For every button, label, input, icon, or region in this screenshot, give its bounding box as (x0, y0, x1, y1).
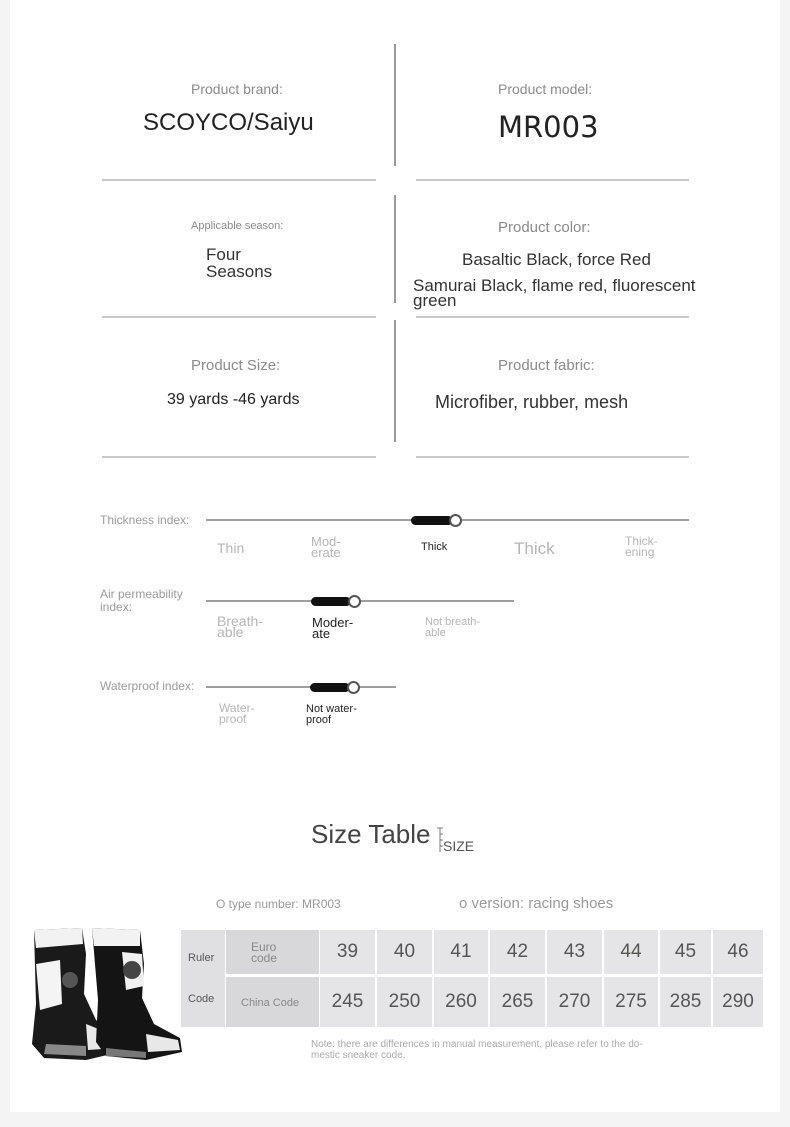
divider-horizontal (102, 456, 376, 458)
fabric-label: Product fabric: (498, 357, 595, 374)
euro-size-cell: 39 (320, 930, 375, 974)
divider-vertical (394, 195, 396, 303)
waterproof-knob (347, 681, 360, 694)
racing-boots-image (26, 924, 184, 1068)
color-label: Product color: (498, 219, 591, 236)
china-size-cell: 250 (377, 977, 432, 1027)
waterproof-fill (310, 683, 350, 692)
model-label: Product model: (498, 81, 593, 97)
euro-code-label: Euro (251, 940, 277, 954)
thickness-index-label: Thickness index: (100, 513, 190, 527)
divider-horizontal (416, 179, 689, 181)
season-value: Seasons (206, 262, 273, 281)
euro-code-label: code (251, 951, 278, 965)
waterproof-index-label: Waterproof index: (100, 679, 195, 693)
china-code-label: China Code (241, 997, 300, 1009)
row-header-ruler (181, 930, 225, 1027)
size-badge-text: SIZE (443, 838, 475, 854)
color-value: Samurai Black, flame red, fluorescent (413, 276, 696, 295)
row-header-ruler-text: Ruler (188, 952, 215, 964)
size-note: mestic sneaker code. (311, 1050, 406, 1061)
color-value: Basaltic Black, force Red (462, 250, 651, 269)
euro-size-cell: 43 (547, 930, 602, 974)
china-size-cell: 290 (713, 977, 763, 1027)
model-value: MR003 (498, 110, 599, 144)
divider-horizontal (102, 316, 376, 318)
china-size-cell: 285 (660, 977, 711, 1027)
color-value: green (413, 291, 457, 310)
divider-horizontal (416, 456, 689, 458)
air-permeability-option-selected: Moder- ate (312, 615, 354, 641)
size-table-title: Size Table (311, 819, 431, 849)
euro-size-cell: 46 (713, 930, 763, 974)
euro-size-cell: 42 (490, 930, 545, 974)
thickness-fill (411, 516, 453, 525)
version-text: o version: racing shoes (459, 895, 614, 912)
air-permeability-fill (311, 597, 351, 606)
type-number: O type number: MR003 (216, 897, 341, 911)
air-permeability-knob (348, 595, 361, 608)
thickness-option: Thick (514, 539, 555, 558)
euro-size-cell: 41 (434, 930, 488, 974)
thickness-option: Mod- erate (311, 534, 341, 560)
china-size-cell: 260 (434, 977, 488, 1027)
season-label: Applicable season: (191, 220, 284, 232)
air-permeability-option: Breath- able (217, 613, 263, 640)
euro-size-cell: 40 (377, 930, 432, 974)
thickness-option-selected: Thick (421, 541, 448, 553)
china-size-cell: 245 (320, 977, 375, 1027)
divider-vertical (394, 320, 396, 442)
row-header-code-text: Code (188, 993, 215, 1005)
china-size-cell: 275 (604, 977, 658, 1027)
air-permeability-option: Not breath- able (425, 616, 481, 639)
china-size-cell: 265 (490, 977, 545, 1027)
air-permeability-label: index: (100, 600, 133, 614)
euro-size-cell: 44 (604, 930, 658, 974)
season-value: Four (206, 245, 241, 264)
size-label: Product Size: (191, 357, 281, 374)
air-permeability-label: Air permeability (100, 587, 183, 601)
brand-value: SCOYCO/Saiyu (143, 109, 314, 136)
size-note: Note: there are differences in manual measurement, please refer to the do- (311, 1039, 643, 1050)
divider-horizontal (102, 179, 376, 181)
divider-horizontal (416, 316, 689, 318)
china-size-cell: 270 (547, 977, 602, 1027)
euro-size-cell: 45 (660, 930, 711, 974)
waterproof-option: Water- proof (219, 701, 255, 726)
waterproof-option-selected: Not water- proof (306, 703, 357, 726)
divider-vertical (394, 44, 396, 166)
waterproof-track (206, 686, 396, 688)
thickness-option: Thin (217, 540, 245, 556)
brand-label: Product brand: (191, 81, 283, 97)
thickness-knob (449, 514, 462, 527)
thickness-option: Thick- ening (625, 534, 658, 559)
fabric-value: Microfiber, rubber, mesh (435, 392, 629, 412)
size-value: 39 yards -46 yards (167, 391, 300, 408)
